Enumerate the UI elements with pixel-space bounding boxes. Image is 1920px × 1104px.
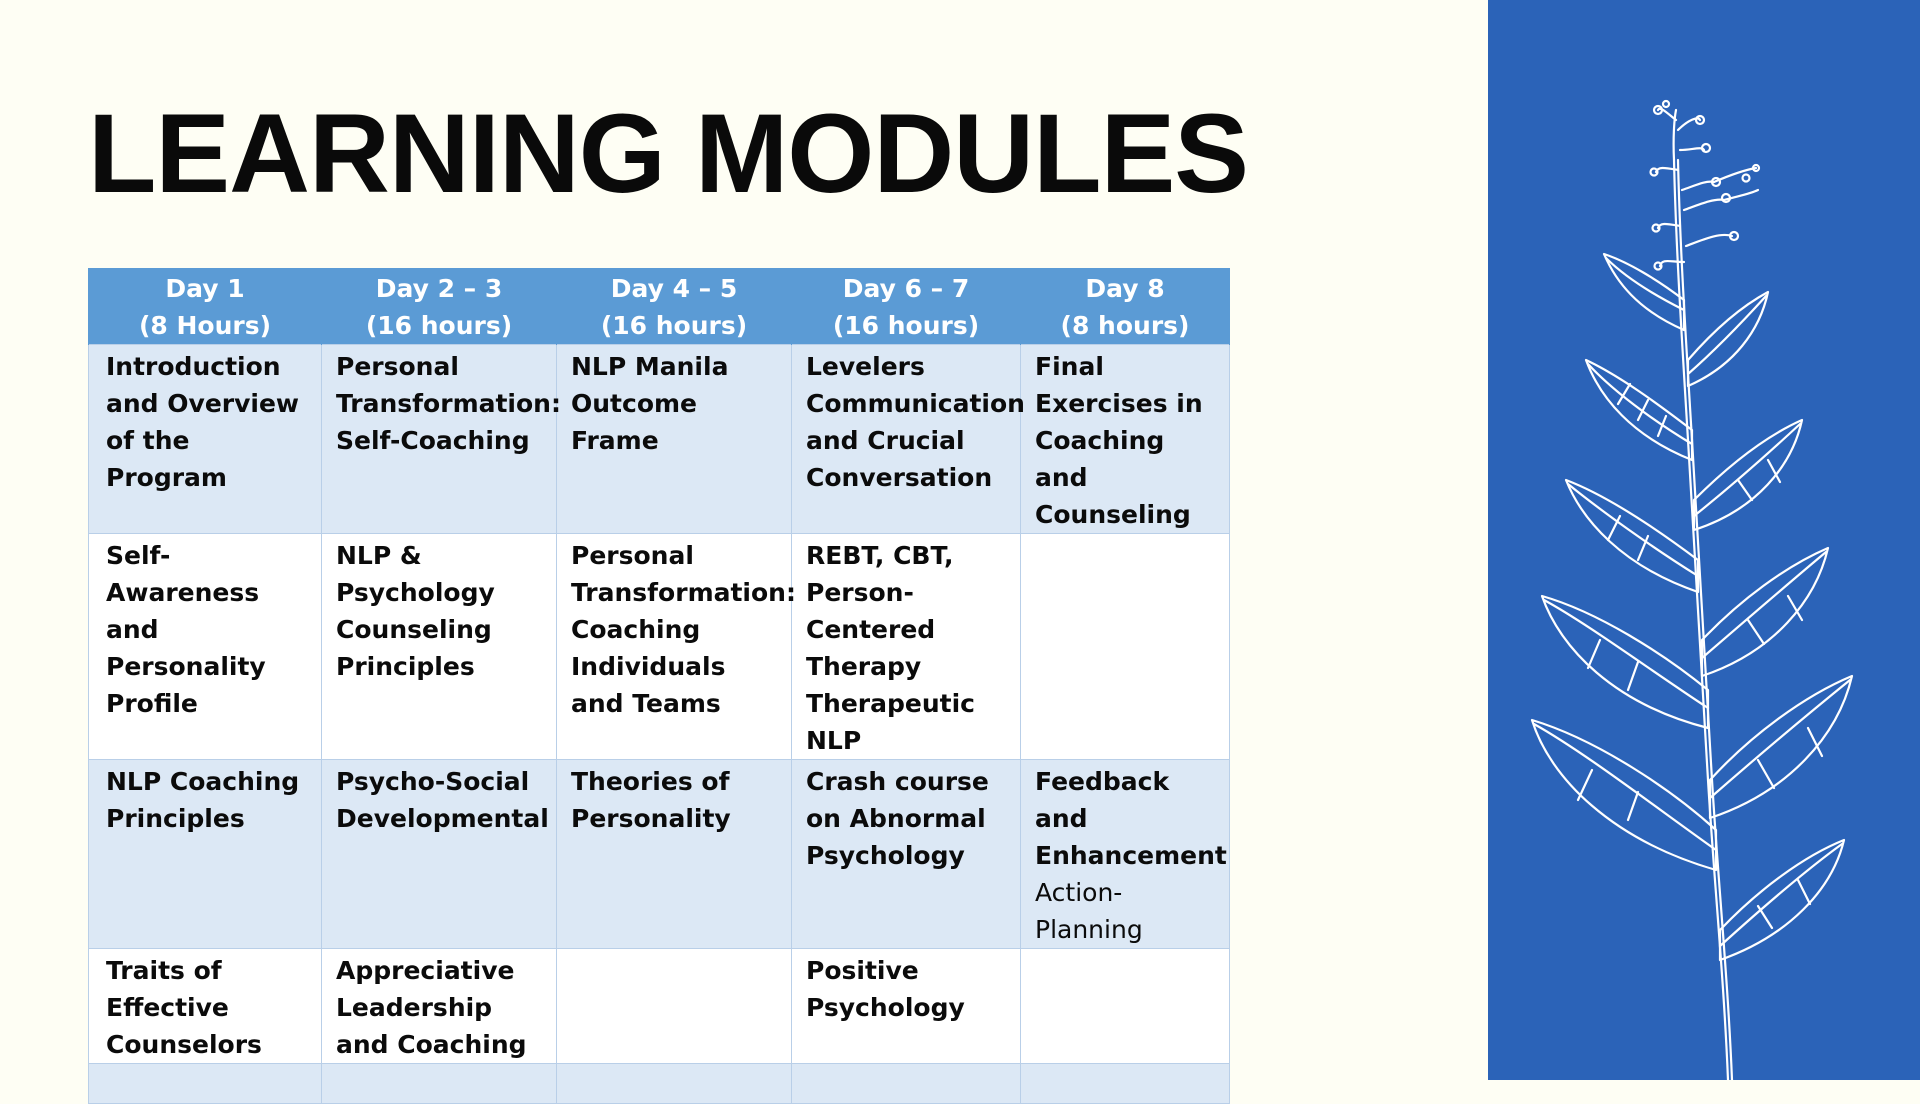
table-cell: Self-Awareness and Personality Profile — [89, 534, 322, 760]
table-row — [89, 534, 1230, 760]
botanical-plant-illustration-icon — [1488, 0, 1920, 1080]
header-day-4-5: Day 4 – 5 (16 hours) — [557, 268, 792, 345]
table-cell: Personal Transformation: Self-Coaching — [322, 345, 557, 534]
page-title: LEARNING MODULES — [88, 91, 1248, 216]
table-cell — [1021, 1064, 1230, 1104]
table-cell — [557, 949, 792, 1064]
header-day-1: Day 1 (8 Hours) — [89, 268, 322, 345]
table-cell — [557, 1064, 792, 1104]
learning-modules-table-container — [88, 268, 1229, 1104]
table-cell: NLP Manila Outcome Frame — [557, 345, 792, 534]
table-cell: REBT, CBT, Person-Centered Therapy Therapeutic NLP — [792, 534, 1021, 760]
table-cell: Introduction and Overview of the Program — [89, 345, 322, 534]
header-day-8: Day 8 (8 hours) — [1021, 268, 1230, 345]
header-day-6-7: Day 6 – 7 (16 hours) — [792, 268, 1021, 345]
table-cell: Theories of Personality — [557, 760, 792, 949]
table-cell: Levelers Communication and Crucial Conversation — [792, 345, 1021, 534]
table-header-row — [89, 268, 1230, 345]
table-cell: Traits of Effective Counselors — [89, 949, 322, 1064]
table-cell: NLP & Psychology Counseling Principles — [322, 534, 557, 760]
table-cell — [1021, 760, 1230, 949]
header-day-2-3: Day 2 – 3 (16 hours) — [322, 268, 557, 345]
table-cell — [322, 1064, 557, 1104]
table-row — [89, 1064, 1230, 1104]
table-cell — [1021, 949, 1230, 1064]
table-cell — [89, 1064, 322, 1104]
table-cell: Final Exercises in Coaching and Counseling — [1021, 345, 1230, 534]
cell-extra-text: Action-Planning — [1035, 878, 1143, 944]
table-row — [89, 760, 1230, 949]
table-row — [89, 949, 1230, 1064]
table-cell: Personal Transformation: Coaching Individuals and Teams — [557, 534, 792, 760]
table-cell: NLP Coaching Principles — [89, 760, 322, 949]
table-cell: Psycho-Social Developmental — [322, 760, 557, 949]
table-row — [89, 345, 1230, 534]
table-cell: Appreciative Leadership and Coaching — [322, 949, 557, 1064]
table-cell: Crash course on Abnormal Psychology — [792, 760, 1021, 949]
table-cell: Positive Psychology — [792, 949, 1021, 1064]
table-cell — [1021, 534, 1230, 760]
side-panel — [1488, 0, 1920, 1080]
cell-main-text: Feedback and Enhancement — [1035, 767, 1227, 870]
learning-modules-table — [88, 268, 1230, 1104]
table-cell — [792, 1064, 1021, 1104]
